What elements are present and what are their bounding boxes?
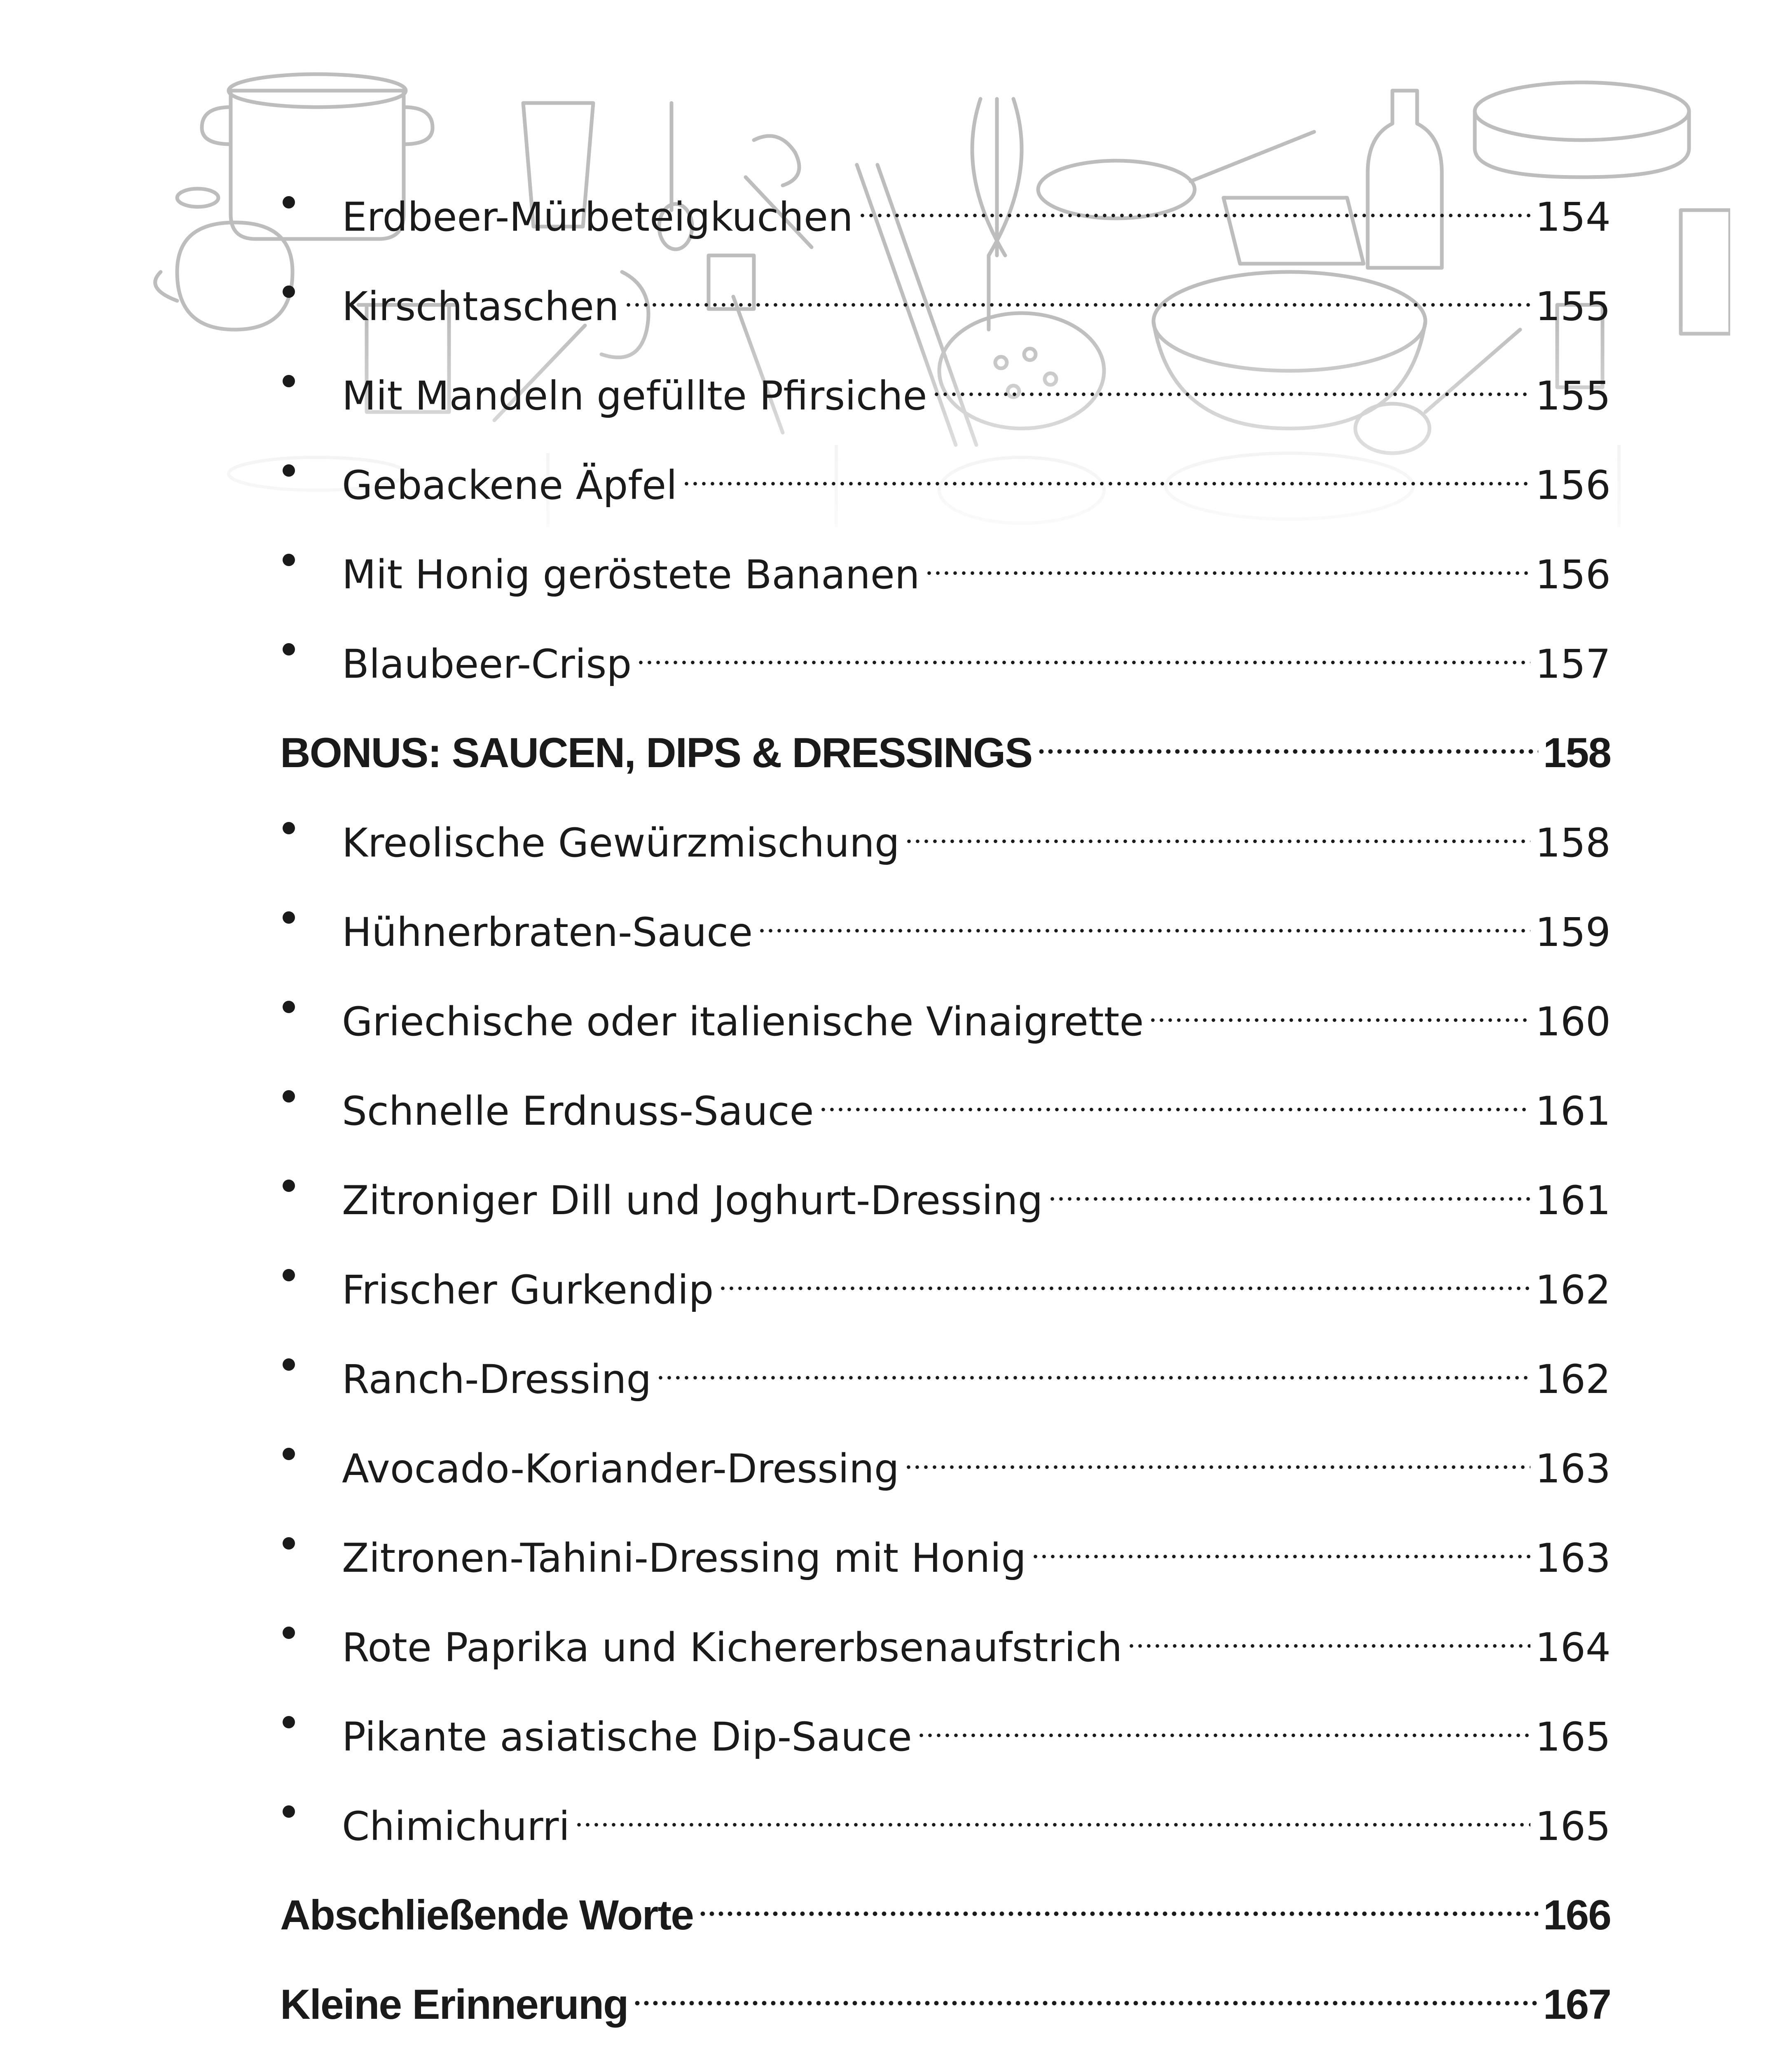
toc-heading-page: 167 [1543, 1981, 1611, 2028]
bullet-icon [280, 1425, 342, 1482]
bullet-icon [280, 1514, 342, 1572]
toc-entry-title: Rote Paprika und Kichererbsenaufstrich [342, 1625, 1123, 1671]
toc-section-heading[interactable] [280, 1872, 1611, 1938]
toc-entry-page: 155 [1535, 283, 1611, 330]
toc-entry-title: Frischer Gurkendip [342, 1267, 714, 1313]
toc-entry-title: Zitronen-Tahini-Dressing mit Honig [342, 1535, 1027, 1581]
toc-entry-title: Pikante asiatische Dip-Sauce [342, 1714, 912, 1760]
toc-entry[interactable] [280, 799, 1611, 866]
toc-entry-page: 156 [1535, 552, 1611, 598]
dot-leader [905, 799, 1530, 857]
toc-entry[interactable] [280, 1246, 1611, 1313]
dot-leader [698, 1872, 1538, 1929]
dot-leader [656, 1335, 1530, 1393]
dot-leader [633, 1961, 1538, 2019]
toc-entry[interactable] [280, 1604, 1611, 1671]
toc-entry-title: Schnelle Erdnuss-Sauce [342, 1088, 814, 1134]
toc-entry-title: Mit Mandeln gefüllte Pfirsiche [342, 373, 927, 419]
bullet-icon [280, 1782, 342, 1840]
bullet-icon [280, 441, 342, 499]
dot-leader [636, 620, 1530, 678]
dot-leader [925, 531, 1530, 588]
toc-entry[interactable] [280, 1156, 1611, 1224]
toc-entry-page: 165 [1535, 1803, 1611, 1849]
dot-leader [624, 262, 1530, 320]
toc-entry-page: 163 [1535, 1535, 1611, 1581]
bullet-icon [280, 352, 342, 410]
bullet-icon [280, 978, 342, 1035]
bullet-icon [280, 1156, 342, 1214]
bullet-icon [280, 1335, 342, 1393]
toc-entry[interactable] [280, 888, 1611, 955]
bullet-icon [280, 262, 342, 320]
dot-leader [1149, 978, 1530, 1035]
bullet-icon [280, 531, 342, 588]
toc-entry-page: 161 [1535, 1177, 1611, 1224]
bullet-icon [280, 1604, 342, 1661]
dot-leader [1127, 1604, 1530, 1661]
toc-section-heading[interactable] [280, 1961, 1611, 2028]
bullet-icon [280, 799, 342, 857]
toc-entry-page: 155 [1535, 373, 1611, 419]
dot-leader [917, 1693, 1530, 1751]
dot-leader [904, 1425, 1530, 1482]
toc-entry-title: Zitroniger Dill und Joghurt-Dressing [342, 1177, 1043, 1224]
toc-entry-title: Ranch-Dressing [342, 1356, 652, 1402]
toc-entry-page: 162 [1535, 1356, 1611, 1402]
toc-entry-title: Gebackene Äpfel [342, 462, 677, 508]
toc-entry-title: Blaubeer-Crisp [342, 641, 632, 687]
toc-entry[interactable] [280, 1067, 1611, 1134]
toc-heading-title: Abschließende Worte [280, 1891, 693, 1938]
toc-entry[interactable] [280, 262, 1611, 330]
toc-entry-page: 156 [1535, 462, 1611, 508]
toc-entry[interactable] [280, 441, 1611, 508]
toc-entry[interactable] [280, 531, 1611, 598]
bullet-icon [280, 1246, 342, 1304]
dot-leader [1031, 1514, 1530, 1572]
toc-entry-title: Hühnerbraten-Sauce [342, 909, 753, 955]
toc-entry-title: Chimichurri [342, 1803, 570, 1849]
toc-entry-page: 160 [1535, 999, 1611, 1045]
toc-entry-title: Mit Honig geröstete Bananen [342, 552, 920, 598]
toc-entry[interactable] [280, 1425, 1611, 1492]
toc-section-heading[interactable] [280, 709, 1611, 776]
toc-heading-page: 166 [1543, 1891, 1611, 1938]
dot-leader [1048, 1156, 1530, 1214]
dot-leader [652, 2051, 1538, 2060]
toc-entry-page: 154 [1535, 194, 1611, 240]
toc-entry[interactable] [280, 352, 1611, 419]
bullet-icon [280, 1067, 342, 1125]
toc-entry[interactable] [280, 1514, 1611, 1581]
toc-entry[interactable] [280, 1782, 1611, 1849]
toc-entry-title: Kreolische Gewürzmischung [342, 820, 900, 866]
toc-entry-title: Erdbeer-Mürbeteigkuchen [342, 194, 853, 240]
toc-heading-page: 158 [1543, 729, 1611, 776]
toc-entry-page: 164 [1535, 1625, 1611, 1671]
toc-entry-page: 157 [1535, 641, 1611, 687]
dot-leader [819, 1067, 1530, 1125]
toc-entry-page: 162 [1535, 1267, 1611, 1313]
bullet-icon [280, 888, 342, 946]
dot-leader [858, 173, 1530, 231]
toc-entry[interactable] [280, 1693, 1611, 1760]
bullet-icon [280, 173, 342, 231]
dot-leader [682, 441, 1530, 499]
toc-entry[interactable] [280, 620, 1611, 687]
dot-leader [718, 1246, 1530, 1304]
dot-leader [758, 888, 1530, 946]
bullet-icon [280, 620, 342, 678]
toc-entry-page: 165 [1535, 1714, 1611, 1760]
toc-entry-title: Avocado-Koriander-Dressing [342, 1446, 899, 1492]
toc-entry[interactable] [280, 978, 1611, 1045]
toc-entry-page: 159 [1535, 909, 1611, 955]
toc-heading-title: Kleine Erinnerung [280, 1981, 628, 2028]
toc-entry-page: 161 [1535, 1088, 1611, 1134]
toc-entry-title: Kirschtaschen [342, 283, 619, 330]
toc-section-heading[interactable] [280, 2051, 1611, 2060]
toc-entry-page: 163 [1535, 1446, 1611, 1492]
dot-leader [575, 1782, 1530, 1840]
dot-leader [1037, 709, 1538, 767]
toc-entry-page: 158 [1535, 820, 1611, 866]
toc-entry[interactable] [280, 173, 1611, 240]
dot-leader [932, 352, 1530, 410]
bullet-icon [280, 1693, 342, 1751]
toc-heading-title: BONUS: SAUCEN, DIPS & DRESSINGS [280, 729, 1032, 776]
toc-entry-title: Griechische oder italienische Vinaigrette [342, 999, 1144, 1045]
toc-entry[interactable] [280, 1335, 1611, 1402]
